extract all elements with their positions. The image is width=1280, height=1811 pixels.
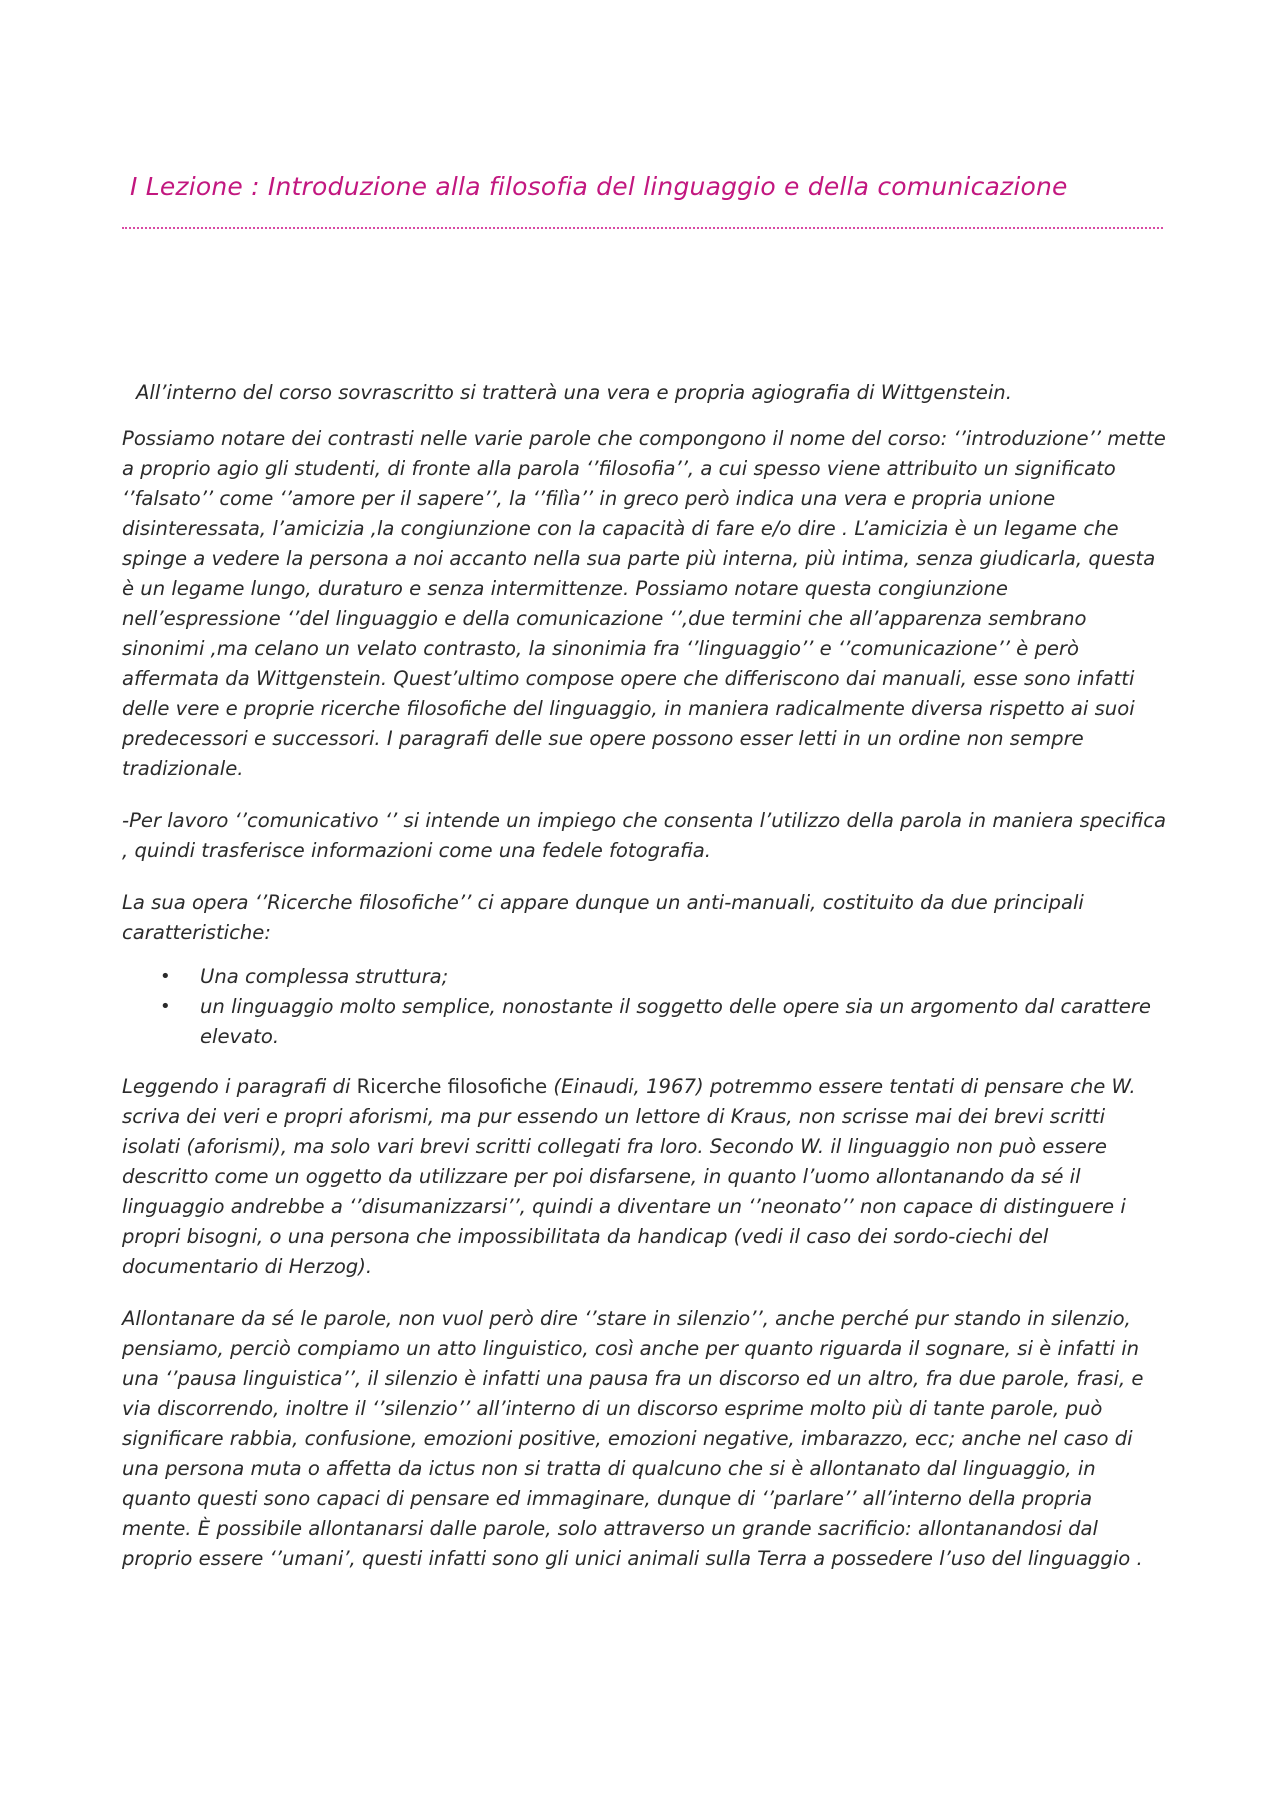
list-item: [122, 962, 1167, 992]
characteristics-list: [122, 962, 1167, 1052]
bullet-icon: •: [160, 966, 171, 987]
title-divider: [122, 227, 1163, 229]
intro-paragraph: All’interno del corso sovrascritto si tratterà una vera e propria agiografia di Wittgenstein.: [136, 381, 1012, 404]
paragraph-aphorisms: [122, 1072, 1167, 1282]
list-item-text: Una complessa struttura;: [200, 965, 449, 988]
paragraph-silence: Allontanare da sé le parole, non vuol però dire ‘’stare in silenzio’’, anche perché pur stando in silenzio, pensiamo, perciò compiamo un atto linguistico, così anche per quanto riguarda il sognare, si è infatti in una ‘’pausa linguistica’’, il silenzio è infatti una pausa fra un discorso ed un altro, fra due parole, frasi, e via discorrendo, inoltre il ‘’silenzio’’ all’interno di un discorso esprime molto più di tante parole, può significare rabbia, confusione, emozioni positive, emozioni negative, imbarazzo, ecc; anche nel caso di una persona muta o affetta da ictus non si tratta di qualcuno che si è allontanato dal linguaggio, in quanto questi sono capaci di pensare ed immaginare, dunque di ‘’parlare’’ all’interno della propria mente. È possibile allontanarsi dalle parole, solo attraverso un grande sacrificio: allontanandosi dal proprio essere ‘’umani’, questi infatti sono gli unici animali sulla Terra a possedere l’uso del linguaggio .: [122, 1307, 1144, 1570]
paragraph-lead: Leggendo i paragrafi di: [122, 1075, 357, 1098]
page-title: I Lezione : Introduzione alla filosofia del linguaggio e della comunicazione: [130, 172, 1068, 201]
work-title: Ricerche filosofiche: [356, 1075, 548, 1098]
document-body: [122, 378, 1167, 1596]
list-item-text: un linguaggio molto semplice, nonostante il soggetto delle opere sia un argomento dal carattere elevato.: [200, 995, 1151, 1048]
paragraph-research-work: La sua opera ‘’Ricerche filosofiche’’ ci appare dunque un anti-manuali, costituito da due principali caratteristiche:: [122, 891, 1084, 944]
paragraph-communicative-work: -Per lavoro ‘’comunicativo ‘’ si intende un impiego che consenta l’utilizzo della parola in maniera specifica , quindi trasferisce informazioni come una fedele fotografia.: [122, 809, 1166, 862]
paragraph-contrasts: Possiamo notare dei contrasti nelle varie parole che compongono il nome del corso: ‘’introduzione’’ mette a proprio agio gli studenti, di fronte alla parola ‘’filosofia’’, a cui spesso viene attribuito un significato ‘’falsato’’ come ‘’amore per il sapere’’, la ‘’filìa’’ in greco però indica una vera e propria unione disinteressata, l’amicizia ,la congiunzione con la capacità di fare e/o dire . L’amicizia è un legame che spinge a vedere la persona a noi accanto nella sua parte più interna, più intima, senza giudicarla, questa è un legame lungo, duraturo e senza intermittenze. Possiamo notare questa congiunzione nell’espressione ‘’del linguaggio e della comunicazione ‘’,due termini che all’apparenza sembrano sinonimi ,ma celano un velato contrasto, la sinonimia fra ‘’linguaggio’’ e ‘’comunicazione’’ è però affermata da Wittgenstein. Quest’ultimo compose opere che differiscono dai manuali, esse sono infatti delle vere e proprie ricerche filosofiche del linguaggio, in maniera radicalmente diversa rispetto ai suoi predecessori e successori. I paragrafi delle sue opere possono esser letti in un ordine non sempre tradizionale.: [122, 427, 1166, 780]
paragraph-rest: (Einaudi, 1967) potremmo essere tentati di pensare che W. scriva dei veri e propri aforismi, ma pur essendo un lettore di Kraus, non scrisse mai dei brevi scritti isolati (aforismi), ma solo vari brevi scritti collegati fra loro. Secondo W. il linguaggio non può essere descritto come un oggetto da utilizzare per poi disfarsene, in quanto l’uomo allontanando da sé il linguaggio andrebbe a ‘’disumanizzarsi’’, quindi a diventare un ‘’neonato’’ non capace di distinguere i propri bisogni, o una persona che impossibilitata da handicap (vedi il caso dei sordo-ciechi del documentario di Herzog).: [122, 1075, 1136, 1278]
bullet-icon: •: [160, 996, 171, 1017]
list-item: [122, 992, 1167, 1052]
